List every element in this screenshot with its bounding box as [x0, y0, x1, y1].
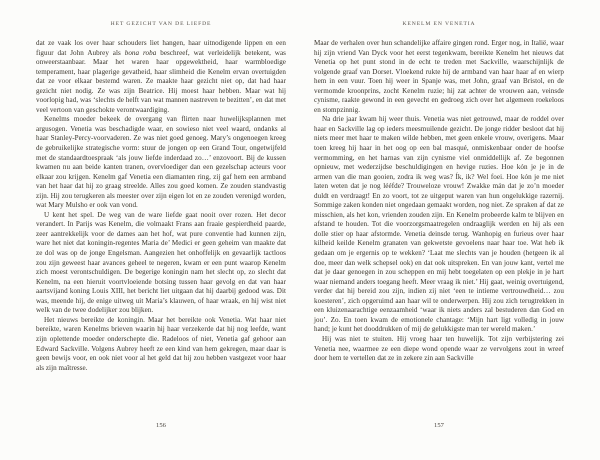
paragraph: Hij was niet te stuiten. Hij vroeg haar ten huwelijk. Tot zijn verbijstering zei Venetia nee, waarmee ze een diepe wond opende waar ze vervolgens zout in wreef door hem te vertellen dat ze in zekere zin aan Sackville	[314, 334, 564, 363]
paragraph: Het nieuws bereikte de koningin. Maar het bereikte ook Venetia. Wat haar niet bereikte, waren Kenelms brieven waarin hij haar verzekerde dat hij nog leefde, want zijn oplettende moeder onderschepte die. Radeloos of niet, Venetia gaf gehoor aan Edward Sackville. Volgens Aubrey heeft ze een kind van hem gekregen, maar daar is geen bewijs voor, en ook niet voor al het geld dat hij zou hebben vastgezet voor haar als zijn maîtresse.	[36, 315, 286, 372]
page-right	[314, 0, 564, 460]
page-left-body-text	[36, 39, 286, 373]
paragraph: dat ze vaak los over haar schouders liet hangen, haar uitnodigende lippen en een figuur dat John Aubrey als bona roba beschreef, wat verleidelijk betekent, was onweerstaanbaar. Maar het waren haar opgewektheid, haar warmbloedige temperament, haar plagerige gevatheid, haar slimheid die Kenelm ervan overtuigden dat ze voor elkaar bestemd waren. Ze maakte haar gezicht niet op, dat had haar gezicht niet nodig. Ze was zijn Beatrice. Hij moest haar hebben. Maar wat hij voorlopig had, was ‘slechts de helft van wat mannen nastreven te bezitten’, en dat met veel vertoon van geschokte verontwaardiging.	[36, 39, 286, 114]
paragraph: Kenelms moeder bekeek de overgang van flirten naar huwelijksplannen met argusogen. Venetia was beschadigde waar, en sowieso niet veel waard, ondanks al haar Stanley-Percy-voorvaderen. Ze was niet goed genoeg. Mary’s ongenoegen kreeg de gebruikelijke strategische vorm: stuur de jongen op een Grand Tour, ongetwijfeld met de standaardtoespraak ‘als jouw liefde inderdaad zo…’ enzovoort. Bij de kussen kwamen nu aan beide kanten tranen, overvloediger dan een gezelschap acteurs voor elkaar zou krijgen. Kenelm gaf Venetia een diamanten ring, zij gaf hem een armband van het haar dat hij zo graag streelde. Alles zou goed komen. Ze zouden standvastig zijn. Hij zou terugkeren als meester over zijn eigen lot en ze zouden verenigd worden, wat Mary Mulsho er ook van vond.	[36, 115, 286, 210]
paragraph: Maar de verhalen over hun schandelijke affaire gingen rond. Erger nog, in Italië, waar hij zijn vriend Van Dyck voor het eerst tegenkwam, bereikte Kenelm het nieuws dat Venetia op het punt stond in de echt te treden met Sackville, waarschijnlijk de volgende graaf van Dorset. Vloekend rukte hij de armband van haar haar af en wierp hem in een vuur. Toen hij weer in Spanje was, met John, graaf van Bristol, en de vermomde kroonprins, zocht Kenelm ruzie; hij zat achter de vrouwen aan, veinsde cynisme, raakte gewond in een gevecht en gedroeg zich over het algemeen roekeloos en stompzinnig.	[314, 39, 564, 114]
page-left	[36, 0, 286, 460]
paragraph: U kent het spel. De weg van de ware liefde gaat nooit over rozen. Het decor verandert. In Parijs was Kenelm, die volmaakt Frans aan fraaie gespierdheid paarde, zeer aantrekkelijk voor de dames aan het hof, wat pure conventie had kunnen zijn, ware het niet dat koningin-regentes Maria de’ Medici er geen geheim van maakte dat ze dol was op de jonge Engelsman. Aangezien het onhoffelijk en gevaarlijk tactloos zou zijn geweest haar avances geheel te negeren, kwam er een punt waarop Kenelm zich moest verontschuldigen. De begerige koningin nam het slecht op, zo slecht dat Kenelm, na een hieruit voortvloeiende botsing tussen haar gevolg en dat van haar aartsvijand koning Louis XIII, het bericht liet uitgaan dat hij daarbij gedood was. Dit was, meende hij, de enige uitweg uit Maria’s klauwen, of haar wraak, en hij wist niet welk van de twee dodelijker zou blijken.	[36, 210, 286, 315]
page-right-body-text	[314, 39, 564, 364]
page-number-right: 157	[434, 422, 444, 429]
page-number-left: 156	[156, 422, 166, 429]
running-head-left: HET GEZICHT VAN DE LIEFDE	[110, 21, 212, 27]
running-head-right: KENELM EN VENETIA	[402, 21, 476, 27]
paragraph: Na drie jaar kwam hij weer thuis. Venetia was niet getrouwd, maar de roddel over haar en Sackville lag op ieders meesmuilende gezicht. De jonge ridder besloot dat hij niets meer met haar te maken wilde hebben, met geen enkele vrouw, overigens. Maar toen kreeg hij haar in het oog op een bal masqué, onmiskenbaar onder de hoofse vermomming, en het harnas van zijn cynisme viel onmiddellijk af. Ze begonnen opnieuw, met wederzijdse beschuldigingen en hevige ruzies. Hoe kón je je in de armen van die man gooien, zodra ik weg was? Ík, ik? Wel foei. Hoe kón je me niet laten weten dat je nog lééfde? Trouweloze vrouw! Zwakke mán dat je zo’n moeder duldt en verdraagt! En zo voort, tot ze uitgeput waren van hun ongelukkige razernij. Sommige zaken konden niet ongedaan gemaakt worden, nog niet. Ze spraken af dat ze misschien, als het kon, vrienden zouden zijn. En Kenelm probeerde kalm te blijven en afstand te houden. Tot die voorzorgsmaatregelen ondraaglijk werden en hij als een dolle stier op haar afstormde. Venetia deinsde terug. Wanhopig en furieus over haar kilheid keilde Kenelm granaten van gekwetste gevoelens naar haar toe. Wat heb ik gedaan om je ergernis op te wekken? ‘Laat me slechts van je houden (hetgeen ik al doe, meer dan welk schepsel ook) en dat ook uitspreken. En van jouw kant, vertel me dat je daar genoegen in zou scheppen en mij hebt toegelaten op een plekje in je hart waar niemand anders toegang heeft. Meer vraag ik niet.’ Hij gaat, weinig overtuigend, verder dat hij bereid zou zijn, indien zij niet ‘een te intieme vertrouwdheid… zou koesteren’, zich opgeruimd aan haar wil te onderwerpen. Hij zou zich terugtrekken in een kluizenaarachtige eenzaamheid ‘waar ik niets anders zal bestuderen dan God en jou’. Zo. En toen kwam de emotionele chantage: ‘Mijn hart ligt volledig in jouw hand; je kunt het dooddrukken of mij de gelukkigste man ter wereld maken.’	[314, 115, 564, 334]
